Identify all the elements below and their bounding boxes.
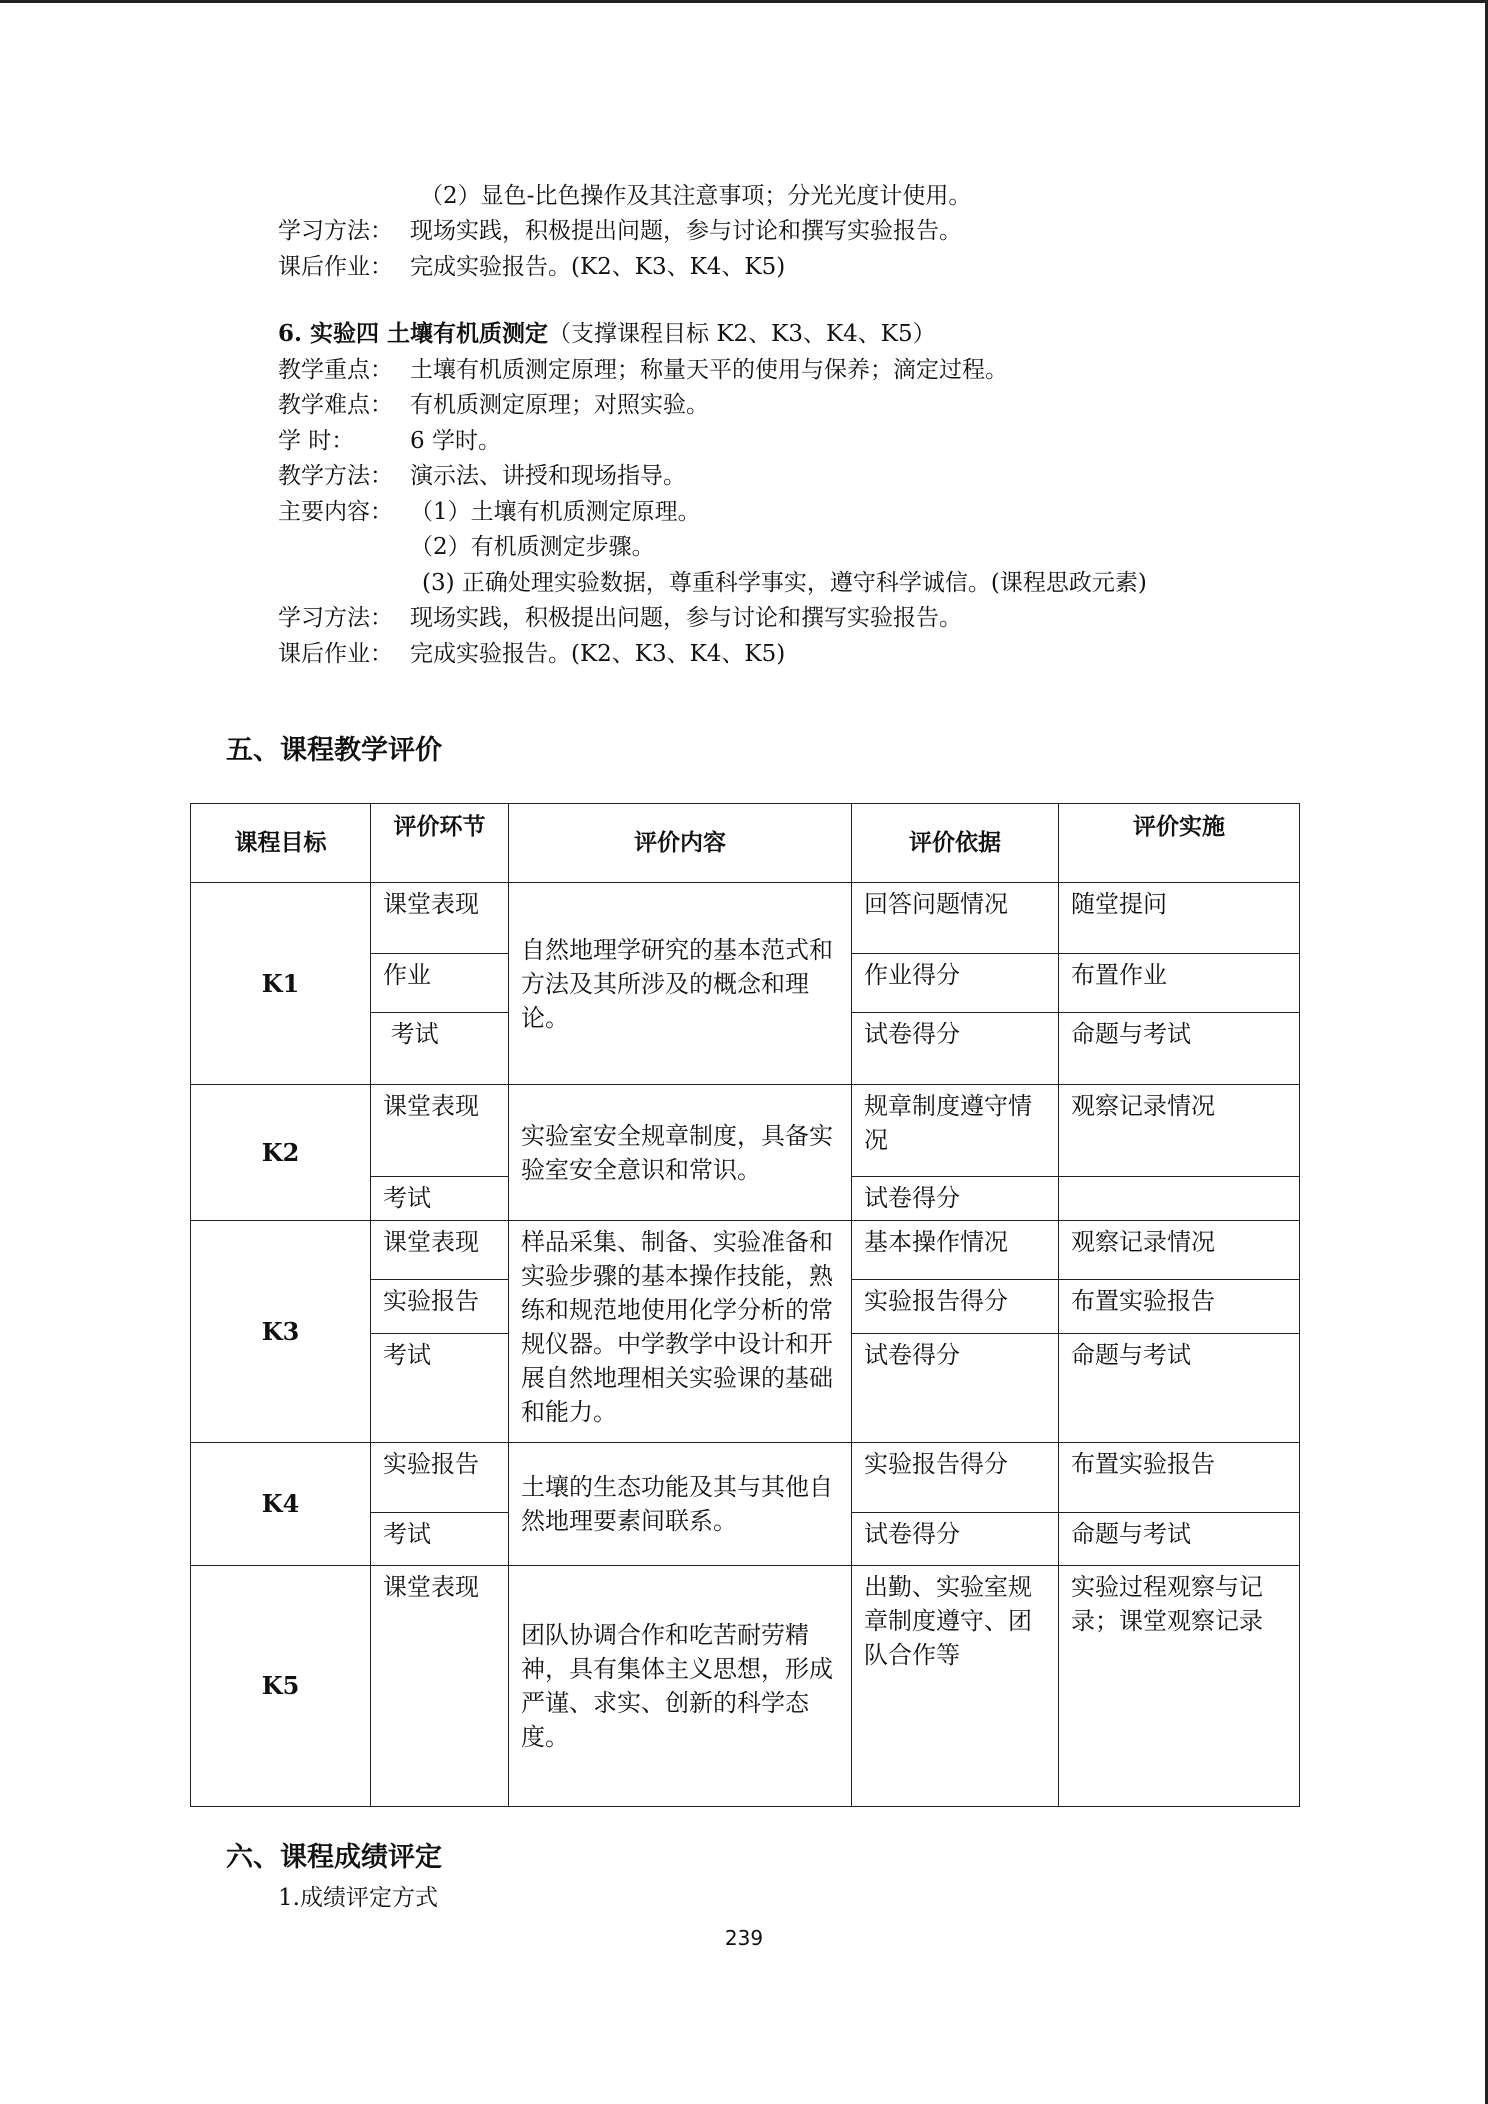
section-5-title: 五、课程教学评价: [226, 735, 442, 766]
impl-cell: 布置实验报告: [1059, 1443, 1300, 1513]
study-method-line-2: [278, 602, 962, 634]
main-content-item-2: （2）有机质测定步骤。: [410, 534, 655, 560]
teaching-method-line: [278, 460, 686, 492]
stage-cell: 课堂表现: [371, 1221, 509, 1280]
impl-cell: 观察记录情况: [1059, 1221, 1300, 1280]
teaching-focus-text: 土壤有机质测定原理；称量天平的使用与保养；滴定过程。: [410, 357, 1008, 383]
table-row: [191, 1085, 1300, 1177]
content-cell-k2: 实验室安全规章制度，具备实验室安全意识和常识。: [509, 1085, 852, 1221]
content-cell-k3: 样品采集、制备、实验准备和实验步骤的基本操作技能，熟练和规范地使用化学分析的常规仪器。中学教学中设计和开展自然地理相关实验课的基础和能力。: [509, 1221, 852, 1443]
impl-cell: 随堂提问: [1059, 883, 1300, 954]
impl-cell: 命题与考试: [1059, 1334, 1300, 1443]
teaching-focus-label: 教学重点：: [278, 357, 393, 383]
section-6-subtitle: 1.成绩评定方式: [278, 1885, 438, 1911]
impl-cell: 实验过程观察与记录；课堂观察记录: [1059, 1566, 1300, 1807]
main-content-text: （1）土壤有机质测定原理。: [410, 499, 701, 525]
teaching-method-text: 演示法、讲授和现场指导。: [410, 463, 686, 489]
homework-text-2: 完成实验报告。(K2、K3、K4、K5): [410, 641, 786, 667]
basis-cell: 出勤、实验室规章制度遵守、团队合作等: [852, 1566, 1059, 1807]
target-k3: K3: [191, 1221, 371, 1443]
basis-cell: 回答问题情况: [852, 883, 1059, 954]
impl-cell: [1059, 1177, 1300, 1221]
target-k1: K1: [191, 883, 371, 1085]
teaching-difficulty-text: 有机质测定原理；对照实验。: [410, 392, 709, 418]
impl-cell: 布置实验报告: [1059, 1280, 1300, 1334]
study-method-label-2: 学习方法：: [278, 605, 393, 631]
impl-cell: 观察记录情况: [1059, 1085, 1300, 1177]
content-item-2-line: （2）显色-比色操作及其注意事项；分光光度计使用。: [420, 183, 972, 209]
stage-cell: 课堂表现: [371, 883, 509, 954]
class-hours-text: 6 学时。: [410, 428, 501, 454]
teaching-method-label: 教学方法：: [278, 463, 393, 489]
teaching-difficulty-line: [278, 389, 709, 421]
header-eval-content: 评价内容: [509, 804, 852, 883]
table-row: [191, 1221, 1300, 1280]
basis-cell: 规章制度遵守情况: [852, 1085, 1059, 1177]
basis-cell: 试卷得分: [852, 1513, 1059, 1566]
evaluation-table: [190, 803, 1300, 1807]
table-row: [191, 1443, 1300, 1513]
stage-cell: 考试: [371, 1013, 509, 1085]
target-k5: K5: [191, 1566, 371, 1807]
content-cell-k5: 团队协调合作和吃苦耐劳精神，具有集体主义思想，形成严谨、求实、创新的科学态度。: [509, 1566, 852, 1807]
experiment-title-bold: 6. 实验四 土壤有机质测定: [278, 320, 549, 347]
stage-cell: 作业: [371, 954, 509, 1013]
study-method-line: [278, 215, 962, 247]
experiment-title-rest: （支撑课程目标 K2、K3、K4、K5）: [548, 321, 936, 347]
page-top-edge: [0, 0, 1488, 3]
stage-cell: 考试: [371, 1334, 509, 1443]
target-k2: K2: [191, 1085, 371, 1221]
header-eval-stage: 评价环节: [371, 804, 509, 883]
study-method-label: 学习方法：: [278, 218, 393, 244]
basis-cell: 作业得分: [852, 954, 1059, 1013]
homework-line-2: [278, 638, 785, 670]
target-k4: K4: [191, 1443, 371, 1566]
homework-label-2: 课后作业：: [278, 641, 393, 667]
impl-cell: 布置作业: [1059, 954, 1300, 1013]
header-eval-impl: 评价实施: [1059, 804, 1300, 883]
page-number: 239: [724, 1926, 764, 1950]
table-header-row: [191, 804, 1300, 883]
homework-line: [278, 251, 785, 283]
stage-cell: 考试: [371, 1513, 509, 1566]
study-method-text-2: 现场实践，积极提出问题，参与讨论和撰写实验报告。: [410, 605, 962, 631]
basis-cell: 试卷得分: [852, 1334, 1059, 1443]
table-row: [191, 1566, 1300, 1807]
basis-cell: 试卷得分: [852, 1177, 1059, 1221]
stage-cell: 课堂表现: [371, 1566, 509, 1807]
homework-label: 课后作业：: [278, 254, 393, 280]
header-course-target: 课程目标: [191, 804, 371, 883]
stage-cell: 课堂表现: [371, 1085, 509, 1177]
main-content-label: 主要内容：: [278, 499, 393, 525]
section-6-title: 六、课程成绩评定: [226, 1842, 442, 1873]
class-hours-label: 学 时：: [278, 428, 355, 454]
basis-cell: 基本操作情况: [852, 1221, 1059, 1280]
basis-cell: 试卷得分: [852, 1013, 1059, 1085]
stage-cell: 考试: [371, 1177, 509, 1221]
content-cell-k4: 土壤的生态功能及其与其他自然地理要素间联系。: [509, 1443, 852, 1566]
teaching-difficulty-label: 教学难点：: [278, 392, 393, 418]
header-eval-basis: 评价依据: [852, 804, 1059, 883]
class-hours-line: [278, 425, 501, 457]
stage-cell: 实验报告: [371, 1280, 509, 1334]
impl-cell: 命题与考试: [1059, 1513, 1300, 1566]
homework-text: 完成实验报告。(K2、K3、K4、K5): [410, 254, 786, 280]
main-content-item-3: (3) 正确处理实验数据，尊重科学事实，遵守科学诚信。(课程思政元素): [422, 570, 1147, 596]
basis-cell: 实验报告得分: [852, 1443, 1059, 1513]
main-content-line: [278, 496, 701, 528]
stage-cell: 实验报告: [371, 1443, 509, 1513]
study-method-text: 现场实践，积极提出问题，参与讨论和撰写实验报告。: [410, 218, 962, 244]
teaching-focus-line: [278, 354, 1008, 386]
basis-cell: 实验报告得分: [852, 1280, 1059, 1334]
impl-cell: 命题与考试: [1059, 1013, 1300, 1085]
table-row: [191, 883, 1300, 954]
experiment-title: [278, 318, 936, 350]
content-cell-k1: 自然地理学研究的基本范式和方法及其所涉及的概念和理论。: [509, 883, 852, 1085]
